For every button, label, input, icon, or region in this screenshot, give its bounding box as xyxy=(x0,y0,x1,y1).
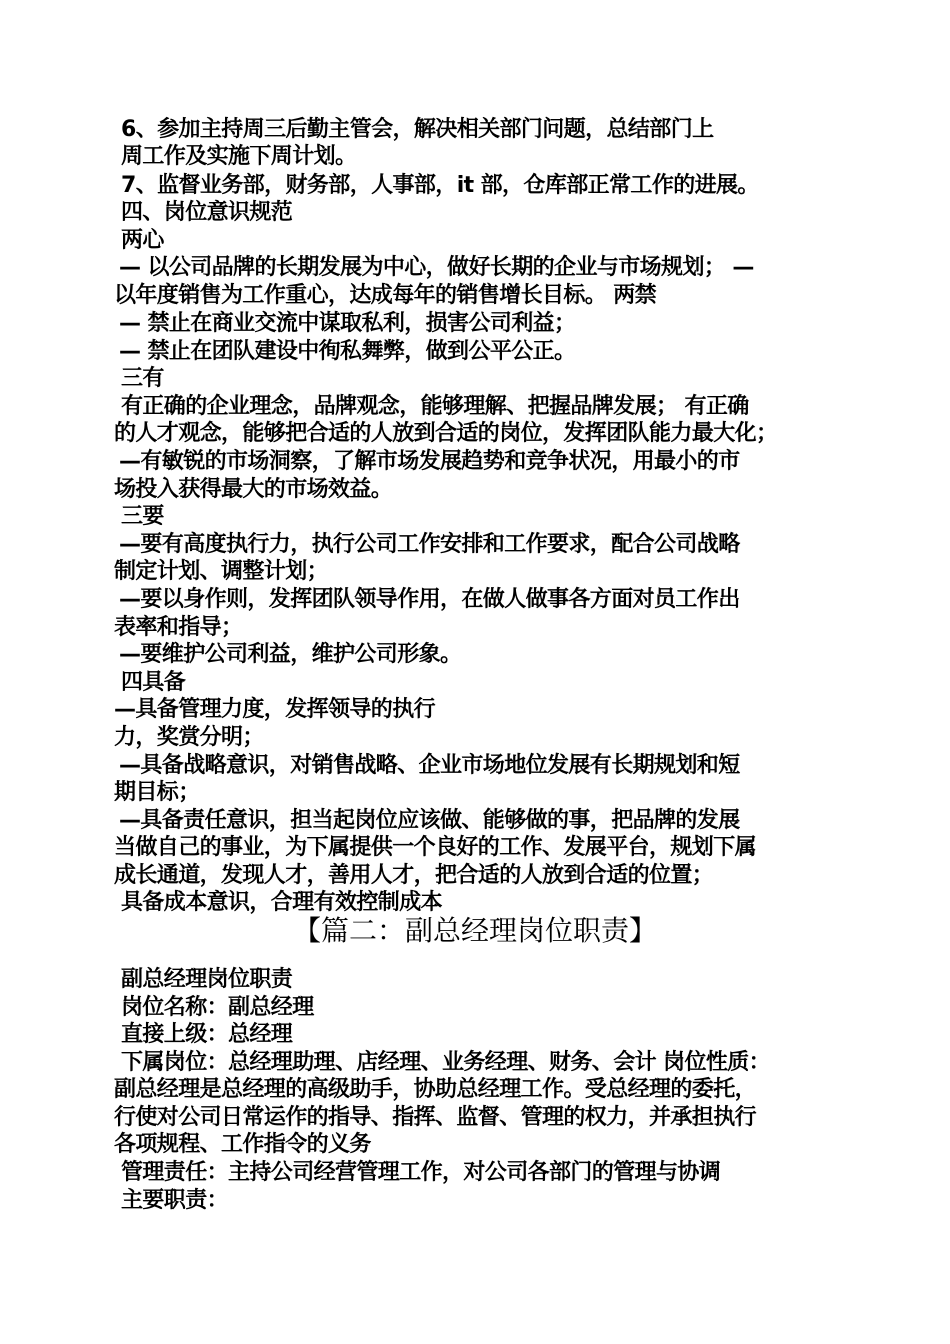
text-line: — 禁止在团队建设中徇私舞弊，做到公平公正。 xyxy=(119,339,576,364)
text-line: 的人才观念，能够把合适的人放到合适的岗位，发挥团队能力最大化； xyxy=(114,421,778,446)
text-line: 四具备 xyxy=(121,670,186,695)
text-line: —要有高度执行力，执行公司工作安排和工作要求，配合公司战略 xyxy=(119,532,740,557)
text-line: 场投入获得最大的市场效益。 xyxy=(114,477,393,502)
text-line: 副总经理岗位职责 xyxy=(121,967,293,992)
text-line: —要以身作则，发挥团队领导作用，在做人做事各方面对员工作出 xyxy=(119,587,740,612)
text-line: — 以公司品牌的长期发展为中心，做好长期的企业与市场规划； — xyxy=(119,255,754,280)
text-line: 三要 xyxy=(121,504,164,529)
text-line: 制定计划、调整计划； xyxy=(114,559,329,584)
text-line: 6、参加主持周三后勤主管会，解决相关部门问题，总结部门上 xyxy=(121,117,714,142)
text-line: 力，奖赏分明； xyxy=(114,725,264,750)
text-line: 期目标； xyxy=(114,780,200,805)
text-line: 岗位名称：副总经理 xyxy=(121,995,314,1020)
text-line: 两心 xyxy=(121,228,164,253)
text-line: 四、岗位意识规范 xyxy=(121,200,293,225)
text-line: —具备战略意识，对销售战略、企业市场地位发展有长期规划和短 xyxy=(119,753,740,778)
text-line: 行使对公司日常运作的指导、指挥、监督、管理的权力，并承担执行 xyxy=(114,1105,757,1130)
text-line: 当做自己的事业，为下属提供一个良好的工作、发展平台，规划下属 xyxy=(114,835,757,860)
section-heading: 【篇二：副总经理岗位职责】 xyxy=(292,914,657,947)
text-line: 直接上级：总经理 xyxy=(121,1022,293,1047)
text-line: 下属岗位：总经理助理、店经理、业务经理、财务、会计 岗位性质： xyxy=(121,1050,771,1075)
text-line: — 禁止在商业交流中谋取私利，损害公司利益； xyxy=(119,311,576,336)
text-line: 7、监督业务部，财务部，人事部，it 部，仓库部正常工作的进展。 xyxy=(121,173,759,198)
text-line: —要维护公司利益，维护公司形象。 xyxy=(119,642,462,667)
text-line: 三有 xyxy=(121,366,164,391)
text-line: 具备成本意识，合理有效控制成本 xyxy=(121,890,443,915)
text-line: —具备管理力度，发挥领导的执行 xyxy=(114,697,436,722)
text-line: 有正确的企业理念，品牌观念，能够理解、把握品牌发展； 有正确 xyxy=(121,394,749,419)
text-line: —具备责任意识，担当起岗位应该做、能够做的事，把品牌的发展 xyxy=(119,808,740,833)
text-line: 管理责任：主持公司经营管理工作，对公司各部门的管理与协调 xyxy=(121,1160,721,1185)
text-line: 副总经理是总经理的高级助手，协助总经理工作。受总经理的委托， xyxy=(114,1077,757,1102)
text-line: 表率和指导； xyxy=(114,615,243,640)
text-line: —有敏锐的市场洞察，了解市场发展趋势和竞争状况，用最小的市 xyxy=(119,449,740,474)
text-line: 周工作及实施下周计划。 xyxy=(121,144,357,169)
text-line: 各项规程、工作指令的义务 xyxy=(114,1132,371,1157)
text-line: 成长通道，发现人才，善用人才，把合适的人放到合适的位置； xyxy=(114,863,714,888)
text-line: 以年度销售为工作重心，达成每年的销售增长目标。 两禁 xyxy=(114,283,657,308)
text-line: 主要职责： xyxy=(121,1188,229,1213)
